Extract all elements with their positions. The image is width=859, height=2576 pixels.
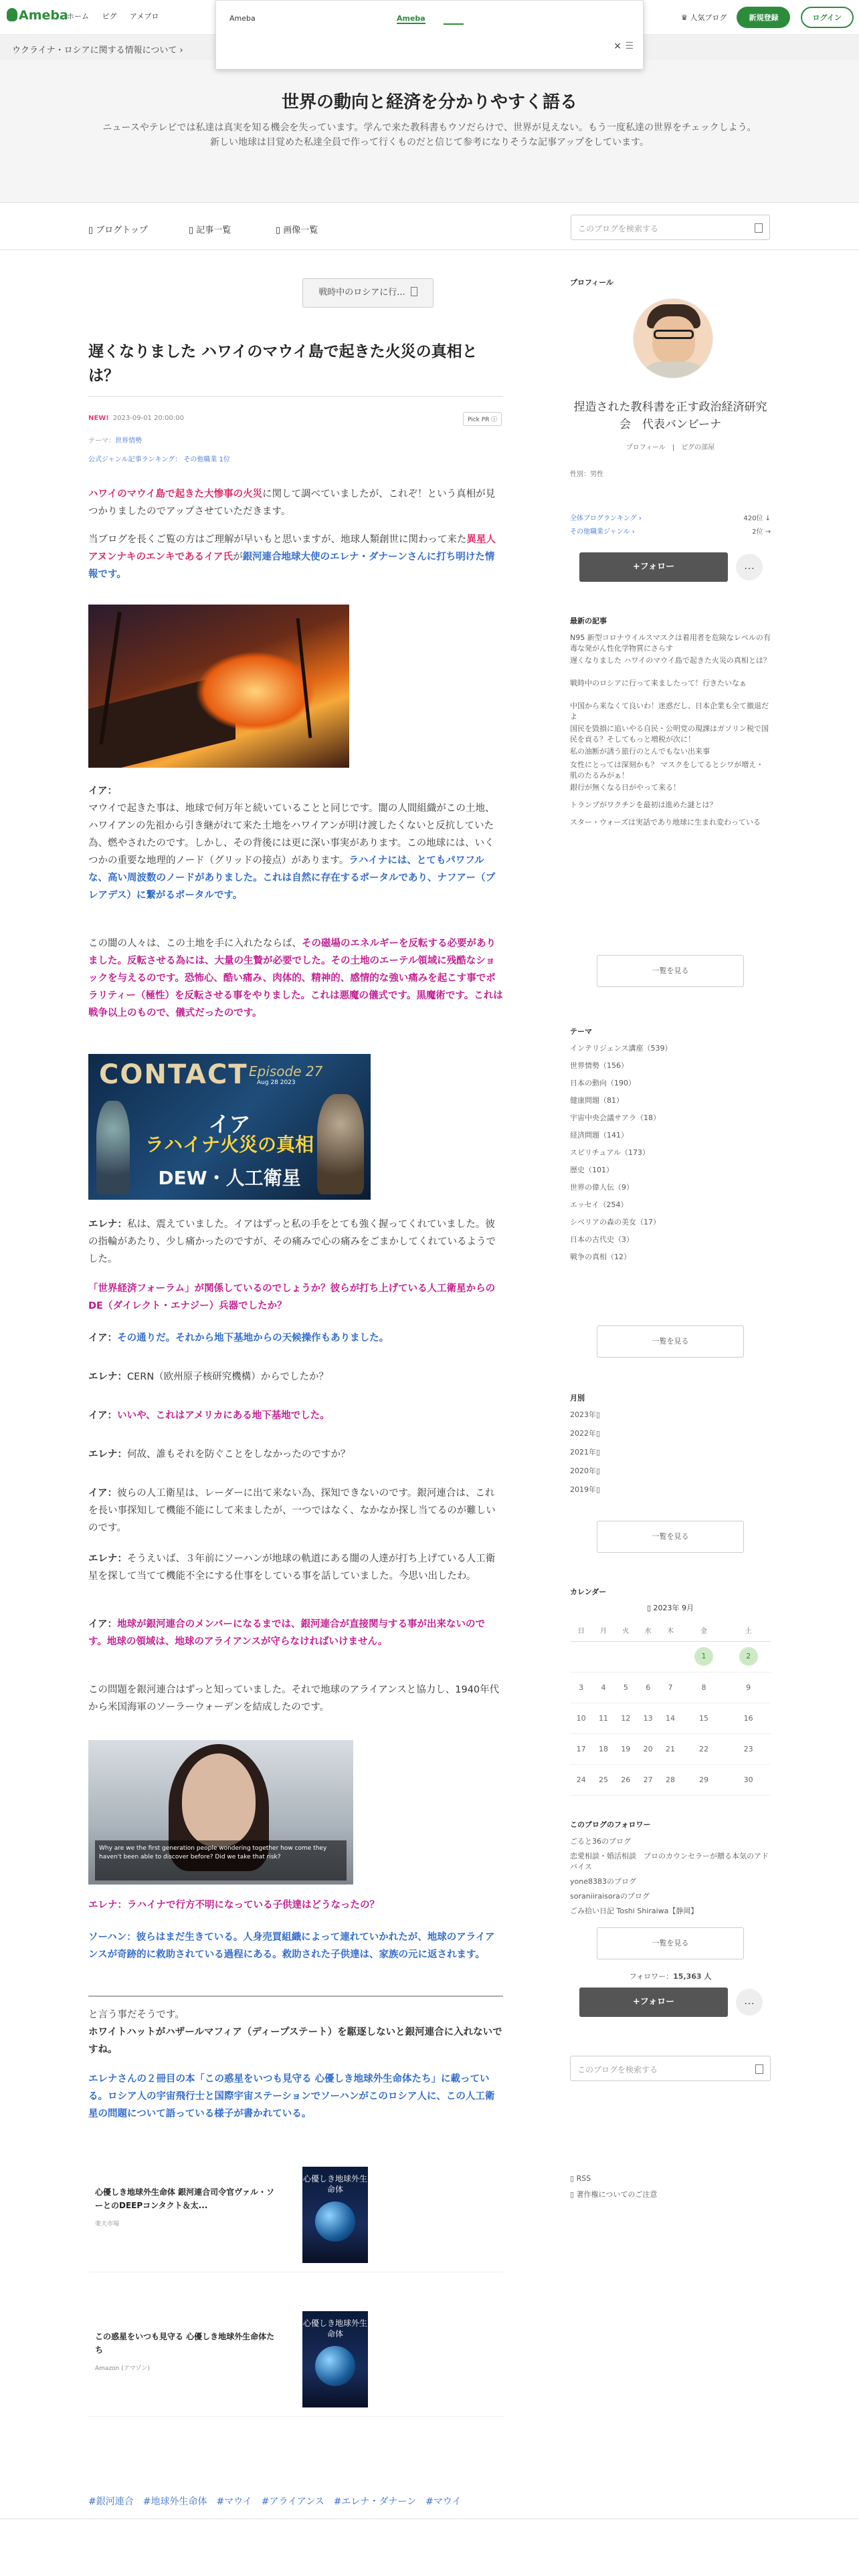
- calendar-day: 12: [615, 1703, 637, 1733]
- monthly-list: [570, 1410, 771, 1503]
- product-title[interactable]: この惑星をいつも見守る 心優しき地球外生命体たち: [95, 2332, 275, 2355]
- prev-article-button[interactable]: 戦時中のロシアに行...: [302, 278, 434, 308]
- hashtag[interactable]: #銀河連合: [88, 2496, 134, 2507]
- theme-item[interactable]: 宇宙中央会議サアラ（18）: [570, 1113, 660, 1122]
- theme-item[interactable]: 日本の動向（190）: [570, 1079, 636, 1087]
- product-card-rakuten[interactable]: [88, 2159, 503, 2272]
- profile-heading: プロフィール: [570, 278, 613, 287]
- genre-ranking[interactable]: 公式ジャンル記事ランキング： その他職業 1位: [88, 456, 230, 463]
- paragraph-book: エレナさんの２冊目の本「この惑星をいつも見守る 心優しき地球外生命体たち」に載っている。ロシア人の宇宙飛行士と国際宇宙ステーションでソーハンがこのロシア人に、この人工衛星の問題について語っている様子が書かれている。: [88, 2074, 495, 2119]
- chevron-right-icon: ›: [179, 45, 183, 56]
- weekday: 土: [726, 1620, 771, 1641]
- page-icon: ▯: [88, 225, 96, 235]
- elena-statement-3: エレナ：何故、誰もそれを防ぐことをしなかったのですか？: [88, 1449, 351, 1460]
- article-theme: テーマ：世界情勢: [88, 437, 142, 445]
- more-options-button-bottom[interactable]: …: [736, 1989, 763, 2016]
- blog-header: [0, 60, 859, 202]
- blog-subnav: [0, 202, 859, 250]
- paragraph-intro: ハワイのマウイ島で起きた大惨事の火災に関して調べていましたが、これぞ！という真相が見つかりましたのでアップさせていただきます。: [88, 489, 496, 517]
- calendar-day: 22: [682, 1733, 727, 1764]
- calendar-day: 16: [726, 1703, 771, 1733]
- question-wef: 「世界経済フォーラム」が関係しているのでしょうか？彼らが打ち上げている人工衛星からのDE（ダイレクト・エナジー）兵器でしたか？: [88, 1283, 496, 1311]
- month-item[interactable]: 2023年▯: [570, 1410, 601, 1419]
- product-card-amazon[interactable]: [88, 2303, 503, 2417]
- image-icon: ▯: [276, 225, 284, 235]
- calendar-day: 18: [592, 1733, 614, 1764]
- profile-links: プロフィール | ピグの部屋: [626, 444, 715, 451]
- theme-item[interactable]: 戦争の真相（12）: [570, 1253, 631, 1261]
- hashtag[interactable]: #マウイ: [216, 2496, 252, 2507]
- ia-statement-1: イア： マウイで起きた事は、地球で何万年と続いていることと同じです。闇の人間組織がこの土地、ハワイアンの先祖から引き継がれて来た土地をハワイアンが明け渡したくないと反抗していた為、燃やされたのです。しかし、その背後には更に深い事実があります。この地球には、いくつかの重要な地理的ノード（グリッドの接点）があります。ラハイナには、とてもパワフルな、高い周波数のノードがありました。これは自然に存在するポータルであり、ナフアー（プレアデス）に繋がるポータルです。: [88, 786, 496, 901]
- nav-image-list[interactable]: ▯ 画像一覧: [276, 225, 318, 235]
- copyright-link[interactable]: ▯ 著作権についてのご注意: [570, 2190, 658, 2199]
- paragraph-ritual: この闇の人々は、この土地を手に入れたならば、その磁場のエネルギーを反転する必要がありました。反転させる為には、大量の生贄が必要でした。その土地のエーテル領域に残酷なショックを与えるのです。恐怖心、酷い痛み、肉体的、精神的、感情的な強い痛みを起こす事でポラリティー（極性）を反転させる事をやりました。これは悪魔の儀式です。黒魔術です。これは戦争以上のもので、儀式だったのです。: [88, 938, 503, 1018]
- dropdown-underline: [444, 23, 464, 25]
- weekday: 金: [682, 1620, 727, 1641]
- video-caption: Why are we the first generation people wondering together how come they haven't been able to discover before? Did we take that risk?: [95, 1840, 347, 1881]
- theme-item[interactable]: 健康問題（81）: [570, 1096, 624, 1105]
- theme-heading: テーマ: [570, 1027, 592, 1036]
- ameba-logo-icon: [7, 8, 17, 21]
- theme-item[interactable]: 世界の偉人伝（9）: [570, 1183, 634, 1192]
- answer-children: ソーハン：彼らはまだ生きている。人身売買組織によって連れていかれたが、地球のアライアンスが奇跡的に救助されている過程にある。救助された子供達は、家族の元に返されます。: [88, 1932, 495, 1960]
- theme-item[interactable]: 歴史（101）: [570, 1166, 613, 1174]
- ia-statement-2: イア：その通りだ。それから地下基地からの天候操作もありました。: [88, 1333, 389, 1344]
- blog-description: ニュースやテレビでは私達は真実を知る機会を失っています。学んで来た教科書もウソだらけで、世界が見えない。もう一度私達の世界をチェックしよう。 新しい地球は目覚めた私達全員で作って行くものだと信じて参考になりそうな記事アップをしています。: [102, 122, 757, 148]
- ia-statement-4: イア：彼らの人工衛星は、レーダーに出て来ない為、探知できないのです。銀河連合は、これを長い事探知して機能不能にして来ましたが、一つではなく、なかなか探し当てるのが難しいのです。: [88, 1488, 496, 1533]
- elena-statement-2: エレナ：CERN（欧州原子核研究機構）からでしたか？: [88, 1372, 329, 1382]
- paragraph-conclusion: と言う事だそうです。 ホワイトハットがハザールマフィア（ディープステート）を駆逐しないと銀河連合に入れないですね。: [88, 2010, 502, 2055]
- nav-blog-top[interactable]: ▯ ブログトップ: [88, 225, 148, 235]
- calendar-day: 10: [570, 1703, 592, 1733]
- genre-ranking-side[interactable]: その他職業ジャンル › 2位 →: [570, 528, 771, 536]
- more-options-button[interactable]: …: [736, 554, 763, 580]
- product-source: 楽天市場: [95, 2221, 120, 2228]
- profile-link[interactable]: プロフィール: [626, 444, 666, 451]
- rss-icon: ▯: [570, 2174, 577, 2183]
- follower-item[interactable]: ごると36のブログ: [570, 1837, 631, 1846]
- popular-blog-link[interactable]: ♛ 人気ブログ: [681, 13, 727, 22]
- followers-list: [570, 1836, 771, 1921]
- nav-home[interactable]: ホーム: [67, 12, 89, 21]
- calendar-day: 8: [682, 1672, 727, 1703]
- nav-ameblo[interactable]: アメブロ: [130, 12, 159, 21]
- calendar-day: 28: [659, 1764, 681, 1795]
- theme-item[interactable]: 経済問題（141）: [570, 1131, 628, 1140]
- theme-item[interactable]: インテリジェンス講座（539）: [570, 1044, 672, 1053]
- latest-item[interactable]: 戦時中のロシアに行って来ましたって！行きたいなぁ: [570, 679, 747, 687]
- calendar-day: 17: [570, 1733, 592, 1764]
- avatar[interactable]: [633, 298, 713, 379]
- elena-statement-4: エレナ：そうえいば、３年前にソーハンが地球の軌道にある闇の人達が打ち上げている人工衛星を探して当てて機能不全にする仕事をしている事を話していました。今思い出したわ。: [88, 1553, 496, 1582]
- calendar-day: 6: [637, 1672, 659, 1703]
- weekday: 日: [570, 1620, 592, 1641]
- calendar-day: [659, 1641, 681, 1672]
- search-icon[interactable]: [755, 223, 763, 233]
- monthly-heading: 月別: [570, 1394, 585, 1402]
- calendar-day: 30: [726, 1764, 771, 1795]
- follow-button[interactable]: +フォロー: [579, 552, 728, 582]
- theme-link[interactable]: 世界情勢: [115, 437, 142, 445]
- calendar-day: 23: [726, 1733, 771, 1764]
- close-icon[interactable]: ×: [613, 41, 622, 51]
- ia-statement-5: イア：地球が銀河連合のメンバーになるまでは、銀河連合が直接関与する事が出来ないのです。地球の領域は、地球のアライアンスが守らなければいけません。: [88, 1619, 486, 1647]
- product-title[interactable]: 心優しき地球外生命体 銀河連合司令官ヴァル・ソーとのDEEPコンタクト＆太...: [95, 2187, 275, 2210]
- theme-item[interactable]: スピリチュアル（173）: [570, 1148, 650, 1157]
- search-icon[interactable]: [755, 2064, 763, 2074]
- calendar-day: 27: [637, 1764, 659, 1795]
- prev-month-icon[interactable]: ▯: [646, 1604, 654, 1612]
- footer-divider: [0, 2518, 859, 2519]
- section-divider: [88, 1996, 503, 1997]
- elena-video-still[interactable]: [88, 1740, 353, 1885]
- pig-room-link[interactable]: ピグの部屋: [681, 444, 715, 451]
- latest-item[interactable]: トランプがワクチンを最初は進めた謎とは？: [570, 800, 717, 809]
- chevron-icon: ▯: [596, 1410, 601, 1419]
- latest-item[interactable]: 女性にとっては深刻かも？ マスクをしてるとシワが増え・肌のたるみがぁ！: [570, 760, 764, 780]
- maui-fire-image[interactable]: [88, 605, 349, 768]
- chevron-icon: ▯: [596, 1467, 601, 1475]
- follower-count: フォロワー：15,363 人: [629, 1972, 712, 1981]
- paragraph-solar-warden: この問題を銀河連合はずっと知っていました。それで地球のアライアンスと協力し、1940年代から米国海軍のソーラーウォーデンを結成したのです。: [88, 1685, 500, 1713]
- hashtag[interactable]: #エレナ・ダナーン: [333, 2496, 417, 2507]
- question-children: エレナ：ラハイナで行方不明になっている子供達はどうなったの？: [88, 1900, 379, 1911]
- nav-article-list[interactable]: ▯ 記事一覧: [189, 225, 231, 235]
- month-item[interactable]: 2019年▯: [570, 1485, 601, 1494]
- rss-link[interactable]: ▯ RSS: [570, 2174, 591, 2183]
- theme-item[interactable]: エッセイ（254）: [570, 1200, 628, 1209]
- calendar: [570, 1602, 771, 1796]
- calendar-day: 9: [726, 1672, 771, 1703]
- calendar-day: 26: [615, 1764, 637, 1795]
- theme-list: [570, 1043, 771, 1269]
- calendar-day: 3: [570, 1672, 592, 1703]
- dropdown-brand: Ameba: [229, 14, 256, 23]
- latest-item[interactable]: 国民を毀損に追いやる自民・公明党の現課はガソリン税で国民を貢る？そしてもっと増税が次に！: [570, 724, 769, 744]
- calendar-day: 11: [592, 1703, 614, 1733]
- chevron-icon: ▯: [596, 1485, 601, 1494]
- follower-item[interactable]: ごみ拾い日記 Toshi Shiraiwa【静岡】: [570, 1907, 698, 1915]
- list-icon: ▯: [189, 225, 197, 235]
- calendar-heading: カレンダー: [570, 1588, 607, 1596]
- see-all-months-button[interactable]: 一覧を見る: [597, 1521, 744, 1553]
- hashtag-list: [88, 2494, 470, 2508]
- see-all-followers-button[interactable]: 一覧を見る: [597, 1927, 744, 1959]
- calendar-day: 29: [682, 1764, 727, 1795]
- overall-ranking[interactable]: 全体ブログランキング › 420位 ↓: [570, 515, 771, 522]
- latest-item[interactable]: 中国から来なくて良いわ！迷惑だし、日本企業も全て撤退だよ: [570, 702, 769, 721]
- theme-item[interactable]: 世界情勢（156）: [570, 1061, 628, 1070]
- calendar-day: [592, 1641, 614, 1672]
- profile-name[interactable]: 捏造された教科書を正す政治経済研究会 代表バンビーナ: [573, 401, 767, 431]
- doc-icon: ▯: [570, 2190, 577, 2199]
- article-date: 2023-09-01 20:00:00: [112, 415, 185, 422]
- top-actions: [674, 7, 854, 28]
- calendar-day: [615, 1641, 637, 1672]
- calendar-day: 14: [659, 1703, 681, 1733]
- calendar-day: [570, 1641, 592, 1672]
- latest-list: [570, 633, 771, 840]
- calendar-day: 20: [637, 1733, 659, 1764]
- theme-item[interactable]: シベリアの森の美女（17）: [570, 1218, 660, 1226]
- calendar-day: 19: [615, 1733, 637, 1764]
- blog-search-input[interactable]: このブログを検索する: [571, 215, 770, 240]
- hashtag[interactable]: #マウイ: [425, 2496, 462, 2507]
- weekday: 月: [592, 1620, 614, 1641]
- calendar-day: 24: [570, 1764, 592, 1795]
- contact-episode-image[interactable]: CONTACT Episode 27 Aug 28 2023 イア ラハイナ火災の真相 DEW・人工衛星: [88, 1054, 371, 1200]
- calendar-day: [637, 1641, 659, 1672]
- pick-pr-badge[interactable]: Pick PR ⓘ: [463, 412, 502, 426]
- calendar-month: ▯ 2023年 9月: [646, 1604, 694, 1612]
- follower-item[interactable]: 恋愛相談・婚活相談 プロのカウンセラーが贈る本気のアドバイス: [570, 1852, 769, 1871]
- article-title[interactable]: 遅くなりました ハワイのマウイ島で起きた火災の真相とは？: [88, 343, 478, 385]
- register-button[interactable]: 新規登録: [737, 7, 790, 28]
- ameba-dropdown-panel: [215, 0, 644, 70]
- calendar-day: 13: [637, 1703, 659, 1733]
- elena-statement-1: エレナ：私は、震えていました。イアはずっと私の手をとても強く握ってくれていました。彼の指輪があたり、少し痛かったのですが、その痛みで心の痛みをごまかしてくれているようでした。: [88, 1219, 496, 1265]
- hashtag[interactable]: #アライアンス: [261, 2496, 324, 2507]
- latest-item[interactable]: 遅くなりました ハワイのマウイ島で起きた火災の真相とは？: [570, 656, 771, 665]
- weekday: 火: [615, 1620, 637, 1641]
- chevron-icon: ▯: [596, 1429, 601, 1438]
- article-meta: NEW! 2023-09-01 20:00:00: [88, 415, 185, 422]
- month-item[interactable]: 2021年▯: [570, 1448, 601, 1457]
- book-cover-image[interactable]: 心優しき地球外生命体: [302, 2311, 368, 2407]
- blog-title[interactable]: 世界の動向と経済を分かりやすく語る: [281, 92, 577, 112]
- follow-button-bottom[interactable]: +フォロー: [579, 1988, 728, 2017]
- latest-item[interactable]: 銀行が無くなる日がやって来る！: [570, 783, 680, 792]
- chevron-icon: ▯: [596, 1448, 601, 1457]
- calendar-day-posted[interactable]: 2: [726, 1641, 771, 1672]
- month-item[interactable]: 2020年▯: [570, 1467, 601, 1475]
- title-divider: [88, 396, 503, 397]
- weekday: 水: [637, 1620, 659, 1641]
- profile-sex: 性別：男性: [570, 471, 603, 478]
- book-cover-image[interactable]: 心優しき地球外生命体: [302, 2167, 368, 2263]
- product-source: Amazon (アマゾン): [95, 2365, 150, 2372]
- see-all-latest-button[interactable]: 一覧を見る: [597, 955, 744, 987]
- calendar-day: 5: [615, 1672, 637, 1703]
- nav-pigg[interactable]: ピグ: [102, 12, 117, 21]
- latest-item[interactable]: N95 新型コロナウイルスマスクは着用者を危険なレベルの有毒な発がん性化学物質にさらす: [570, 633, 771, 653]
- calendar-day-posted[interactable]: 1: [682, 1641, 727, 1672]
- calendar-day: 25: [592, 1764, 614, 1795]
- calendar-day: 4: [592, 1672, 614, 1703]
- latest-item[interactable]: 私の油断が誘う旅行のとんでもない出来事: [570, 747, 710, 756]
- ameba-logo[interactable]: Ameba: [7, 8, 68, 23]
- calendar-day: 21: [659, 1733, 681, 1764]
- theme-item[interactable]: 日本の古代史（3）: [570, 1235, 634, 1244]
- follower-item[interactable]: yone8383のブログ: [570, 1877, 636, 1886]
- paragraph-source: 当ブログを長くご覧の方はご理解が早いもと思いますが、地球人類創世に関わって来た異星人アヌンナキのエンキであるイア氏が銀河連合地球大使のエレナ・ダナーンさんに打ち明けた情報です。: [88, 534, 496, 580]
- latest-item[interactable]: スター・ウォーズは実話であり地球に生まれ変わっている: [570, 818, 761, 827]
- news-bar-text: ウクライナ・ロシアに関する情報について ›: [12, 45, 183, 56]
- login-button[interactable]: ログイン: [801, 7, 854, 28]
- see-all-themes-button[interactable]: 一覧を見る: [597, 1325, 744, 1358]
- ia-statement-3: イア：いいや、これはアメリカにある地下基地でした。: [88, 1410, 330, 1421]
- top-nav: [67, 11, 169, 21]
- hashtag[interactable]: #地球外生命体: [142, 2496, 207, 2507]
- menu-icon[interactable]: ☰: [625, 41, 634, 51]
- follower-item[interactable]: soraniiraisoraのブログ: [570, 1892, 650, 1901]
- followers-heading: このブログのフォロワー: [570, 1820, 651, 1829]
- crown-icon: ♛: [681, 13, 690, 22]
- calendar-day: 7: [659, 1672, 681, 1703]
- calendar-day: 15: [682, 1703, 727, 1733]
- dropdown-ameba-link[interactable]: Ameba: [397, 14, 425, 23]
- weekday: 木: [659, 1620, 681, 1641]
- sidebar-search-input[interactable]: このブログを検索する: [570, 2056, 771, 2081]
- arrow-icon: [411, 287, 417, 296]
- month-item[interactable]: 2022年▯: [570, 1429, 601, 1438]
- latest-heading: 最新の記事: [570, 617, 607, 625]
